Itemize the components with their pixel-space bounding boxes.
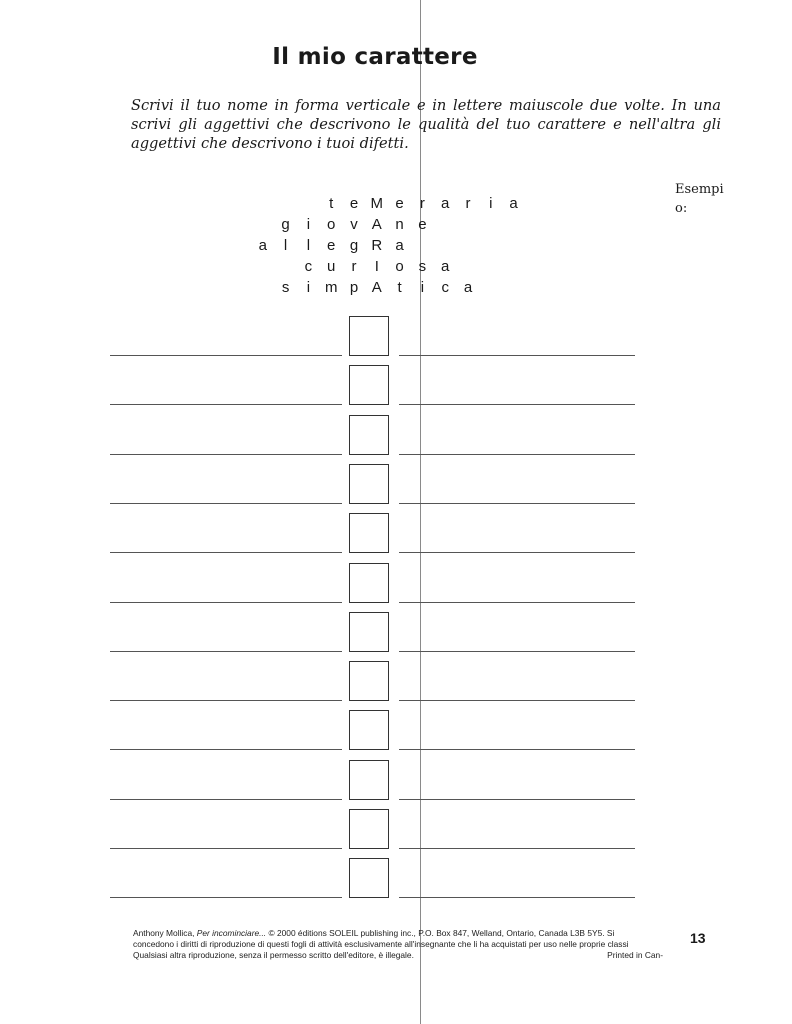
name-letter-box[interactable]	[349, 464, 389, 504]
acrostic-letter: a	[258, 237, 267, 254]
acrostic-letter: i	[489, 195, 493, 212]
left-writing-line[interactable]	[110, 355, 342, 356]
right-writing-line[interactable]	[399, 602, 635, 603]
acrostic-letter: i	[306, 279, 311, 296]
acrostic-letter: e	[418, 216, 427, 233]
footer-printed: Printed in Can-	[607, 950, 663, 960]
name-letter-box[interactable]	[349, 858, 389, 898]
copyright-footer	[133, 928, 663, 961]
footer-book-title: Per incominciare...	[196, 928, 267, 938]
acrostic-key-letter: I	[374, 258, 379, 275]
acrostic-letter: t	[397, 279, 402, 296]
page-title: Il mio carattere	[272, 44, 478, 70]
acrostic-letter: e	[327, 237, 336, 254]
acrostic-letter: i	[420, 279, 425, 296]
acrostic-key-letter: R	[371, 237, 383, 254]
acrostic-letter: l	[306, 237, 311, 254]
footer-line-2: concedono i diritti di riproduzione di questi fogli di attività esclusivamente all'insegnante che li ha acquistati per uso nelle proprie classi	[133, 939, 629, 949]
acrostic-letter: s	[418, 258, 427, 275]
acrostic-letter: e	[395, 195, 404, 212]
acrostic-letter: m	[324, 279, 338, 296]
right-writing-line[interactable]	[399, 848, 635, 849]
right-writing-line[interactable]	[399, 799, 635, 800]
left-writing-line[interactable]	[110, 602, 342, 603]
name-letter-box[interactable]	[349, 710, 389, 750]
acrostic-letter: s	[281, 279, 290, 296]
acrostic-letter: e	[349, 195, 359, 212]
acrostic-letter: v	[350, 216, 358, 233]
left-writing-line[interactable]	[110, 749, 342, 750]
left-writing-line[interactable]	[110, 799, 342, 800]
acrostic-letter: r	[419, 195, 425, 212]
acrostic-letter: o	[395, 258, 404, 275]
name-letter-box[interactable]	[349, 415, 389, 455]
name-letter-box[interactable]	[349, 809, 389, 849]
name-letter-box[interactable]	[349, 316, 389, 356]
acrostic-key-letter: A	[371, 279, 382, 296]
footer-author: Anthony Mollica,	[133, 928, 197, 938]
name-letter-box[interactable]	[349, 760, 389, 800]
left-writing-line[interactable]	[110, 848, 342, 849]
acrostic-letter: g	[281, 216, 290, 233]
right-writing-line[interactable]	[399, 404, 635, 405]
acrostic-letter: n	[395, 216, 404, 233]
name-letter-box[interactable]	[349, 365, 389, 405]
acrostic-letter: a	[441, 195, 450, 212]
acrostic-letter: c	[304, 258, 313, 275]
acrostic-letter: c	[441, 279, 449, 296]
acrostic-letter: o	[327, 216, 336, 233]
instructions-text: Scrivi il tuo nome in forma verticale e in lettere maiuscole due volte. In una scrivi gli aggettivi che descrivono le qualità del tuo carattere e nell'altra gli aggettivi che descrivono i tuoi difetti.	[131, 97, 721, 152]
page-number: 13	[690, 930, 706, 946]
acrostic-key-letter: M	[370, 195, 384, 212]
right-writing-line[interactable]	[399, 651, 635, 652]
name-letter-box[interactable]	[349, 661, 389, 701]
right-writing-line[interactable]	[399, 552, 635, 553]
name-letter-box[interactable]	[349, 513, 389, 553]
acrostic-letter: t	[329, 195, 334, 212]
acrostic-letter: i	[306, 216, 311, 233]
left-writing-line[interactable]	[110, 503, 342, 504]
acrostic-letter: l	[283, 237, 288, 254]
right-writing-line[interactable]	[399, 355, 635, 356]
name-letter-box[interactable]	[349, 563, 389, 603]
acrostic-letter: g	[349, 237, 359, 254]
acrostic-letter: r	[351, 258, 357, 275]
left-writing-line[interactable]	[110, 552, 342, 553]
left-writing-line[interactable]	[110, 897, 342, 898]
right-writing-line[interactable]	[399, 749, 635, 750]
example-label: Esempio:	[675, 182, 724, 216]
right-writing-line[interactable]	[399, 454, 635, 455]
left-writing-line[interactable]	[110, 454, 342, 455]
page-fold-line	[420, 0, 421, 1024]
acrostic-letter: a	[441, 258, 450, 275]
acrostic-key-letter: A	[371, 216, 382, 233]
left-writing-line[interactable]	[110, 404, 342, 405]
footer-line-3: Qualsiasi altra riproduzione, senza il permesso scritto dell'editore, è illegale.	[133, 950, 414, 960]
acrostic-letter: a	[509, 195, 518, 212]
acrostic-letter: a	[463, 279, 473, 296]
right-writing-line[interactable]	[399, 700, 635, 701]
left-writing-line[interactable]	[110, 700, 342, 701]
name-letter-box[interactable]	[349, 612, 389, 652]
footer-copyright: © 2000 éditions SOLEIL publishing inc., P.O. Box 847, Welland, Ontario, Canada L3B 5Y5. Si	[266, 928, 615, 938]
footer-line-1	[133, 928, 663, 939]
right-writing-line[interactable]	[399, 503, 635, 504]
acrostic-letter: p	[349, 279, 359, 296]
left-writing-line[interactable]	[110, 651, 342, 652]
acrostic-letter: u	[327, 258, 336, 275]
acrostic-letter: a	[395, 237, 404, 254]
acrostic-letter: r	[465, 195, 471, 212]
right-writing-line[interactable]	[399, 897, 635, 898]
